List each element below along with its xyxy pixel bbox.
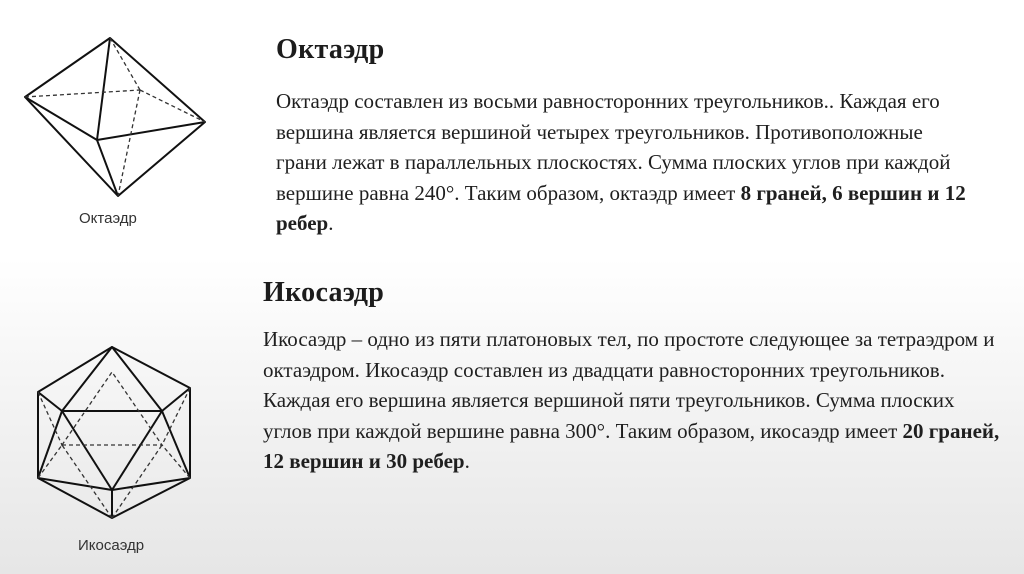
icosahedron-text-end: . — [464, 449, 470, 473]
icosahedron-visible-edges — [38, 347, 190, 518]
octahedron-description — [276, 86, 976, 239]
icosahedron-description — [263, 324, 1008, 477]
octahedron-title: Октаэдр — [276, 34, 385, 65]
octahedron-figure-caption: Октаэдр — [79, 210, 137, 227]
octahedron-text-bold: 8 граней, 6 вершин и 12 ребер — [276, 180, 966, 235]
octahedron-text-end: . — [328, 211, 334, 235]
icosahedron-hidden-edges — [38, 372, 190, 518]
icosahedron-title: Икосаэдр — [263, 277, 385, 308]
icosahedron-figure — [0, 330, 240, 540]
icosahedron-text-bold: 20 граней, 12 вершин и 30 ребер — [263, 418, 1000, 473]
octahedron-hidden-edges — [25, 38, 205, 196]
icosahedron-text: Икосаэдр – одно из пяти платоновых тел, по простоте следующее за тетраэдром и октаэдром. Икосаэдр составлен из двадцати равносторонних треугольников. Каждая его вершина является вершиной пяти треугольников. Сумма плоских углов при каждой вершине равна 300°. Таким образом, икосаэдр имеет — [263, 327, 995, 443]
octahedron-text: Октаэдр составлен из восьми равносторонних треугольников.. Каждая его вершина является вершиной четырех треугольников. Противоположные грани лежат в параллельных плоскостях. Сумма плоских углов при каждой вершине равна 240°. Таким образом, октаэдр имеет — [276, 89, 951, 205]
icosahedron-figure-caption: Икосаэдр — [78, 537, 145, 554]
octahedron-visible-edges — [25, 38, 205, 196]
